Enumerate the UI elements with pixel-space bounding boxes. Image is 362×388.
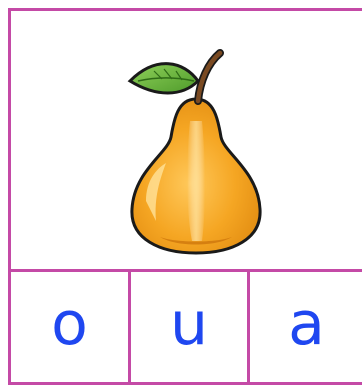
choice-letter-a: a	[288, 289, 325, 359]
choice-box-u[interactable]	[128, 269, 250, 385]
choice-box-o[interactable]	[8, 269, 131, 385]
picture-box	[8, 8, 362, 272]
pear-icon	[116, 41, 276, 261]
choice-letter-u: u	[169, 289, 209, 359]
choice-box-a[interactable]	[247, 269, 362, 385]
choice-letter-o: o	[51, 289, 88, 359]
